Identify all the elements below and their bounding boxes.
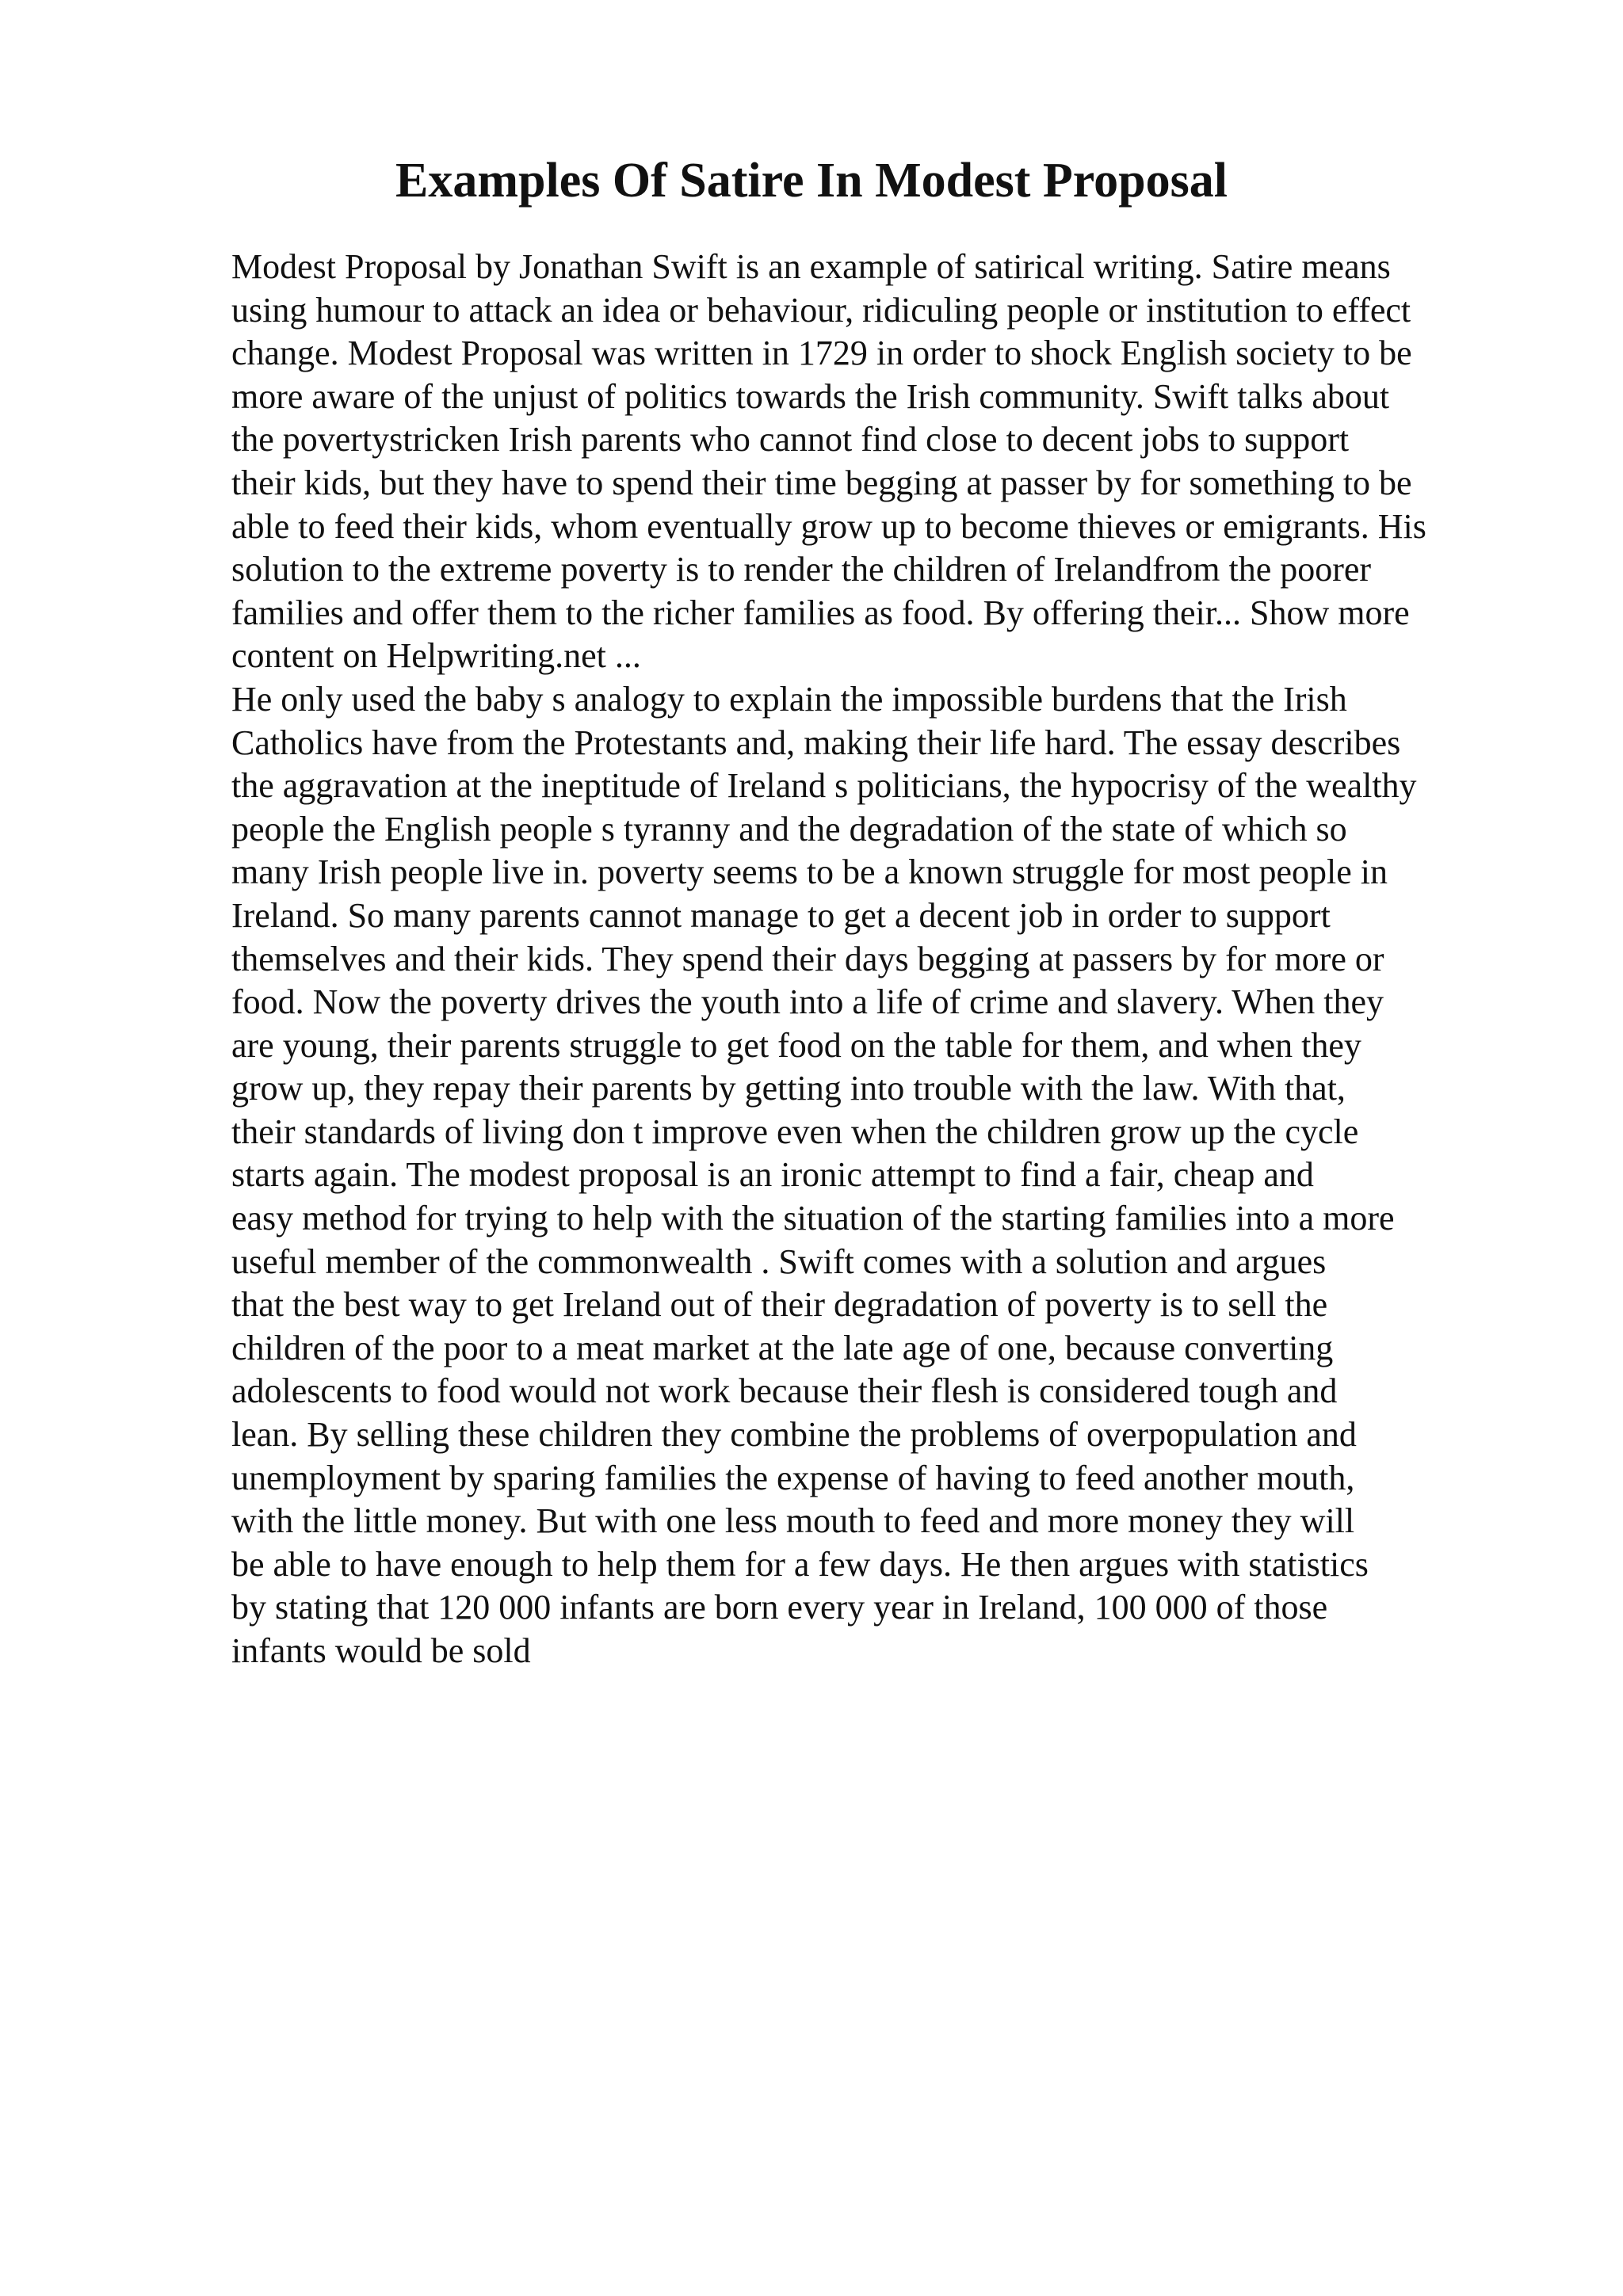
document-title: Examples Of Satire In Modest Proposal [395,154,1228,208]
body-line: families and offer them to the richer families as food. By offering their... Show more [231,593,1410,632]
body-line: the aggravation at the ineptitude of Ireland s politicians, the hypocrisy of the wealthy [231,766,1417,806]
body-line: grow up, they repay their parents by getting into trouble with the law. With that, [231,1069,1346,1108]
body-line: the povertystricken Irish parents who cannot find close to decent jobs to support [231,420,1350,460]
body-line: Catholics have from the Protestants and, making their life hard. The essay describes [231,723,1401,762]
body-line: by stating that 120 000 infants are born every year in Ireland, 100 000 of those [231,1588,1328,1627]
body-line: able to feed their kids, whom eventually grow up to become thieves or emigrants. His [231,506,1426,546]
body-line: food. Now the poverty drives the youth into a life of crime and slavery. When they [231,982,1384,1022]
body-line: using humour to attack an idea or behaviour, ridiculing people or institution to effect [231,290,1411,330]
body-line: more aware of the unjust of politics towards the Irish community. Swift talks about [231,376,1390,416]
body-line: solution to the extreme poverty is to render the children of Irelandfrom the poorer [231,550,1372,589]
body-line: be able to have enough to help them for a few days. He then argues with statistics [231,1544,1369,1584]
body-line: are young, their parents struggle to get food on the table for them, and when they [231,1025,1361,1065]
body-line: that the best way to get Ireland out of their degradation of poverty is to sell the [231,1285,1328,1325]
body-line: infants would be sold [231,1631,531,1670]
body-line: change. Modest Proposal was written in 1729 in order to shock English society to be [231,334,1412,373]
document-body [231,246,1515,1673]
body-line: Ireland. So many parents cannot manage to get a decent job in order to support [231,895,1331,935]
body-line: with the little money. But with one less mouth to feed and more money they will [231,1501,1355,1541]
body-line: starts again. The modest proposal is an ironic attempt to find a fair, cheap and [231,1155,1314,1195]
body-line: useful member of the commonwealth . Swift comes with a solution and argues [231,1241,1327,1281]
body-line: unemployment by sparing families the expense of having to feed another mouth, [231,1458,1355,1497]
body-line: children of the poor to a meat market at the late age of one, because converting [231,1328,1334,1367]
body-line: content on Helpwriting.net ... [231,636,641,676]
body-line: easy method for trying to help with the situation of the starting families into a more [231,1199,1395,1238]
body-line: lean. By selling these children they combine the problems of overpopulation and [231,1415,1357,1455]
body-line: many Irish people live in. poverty seems to be a known struggle for most people in [231,852,1388,892]
body-line: themselves and their kids. They spend their days begging at passers by for more or [231,939,1384,978]
body-line: Modest Proposal by Jonathan Swift is an example of satirical writing. Satire means [231,247,1391,286]
body-line: their kids, but they have to spend their time begging at passer by for something to be [231,463,1412,502]
body-line: their standards of living don t improve even when the children grow up the cycle [231,1112,1359,1151]
body-line: He only used the baby s analogy to explain the impossible burdens that the Irish [231,679,1347,719]
body-line: adolescents to food would not work because their flesh is considered tough and [231,1371,1338,1411]
body-line: people the English people s tyranny and the degradation of the state of which so [231,809,1347,849]
